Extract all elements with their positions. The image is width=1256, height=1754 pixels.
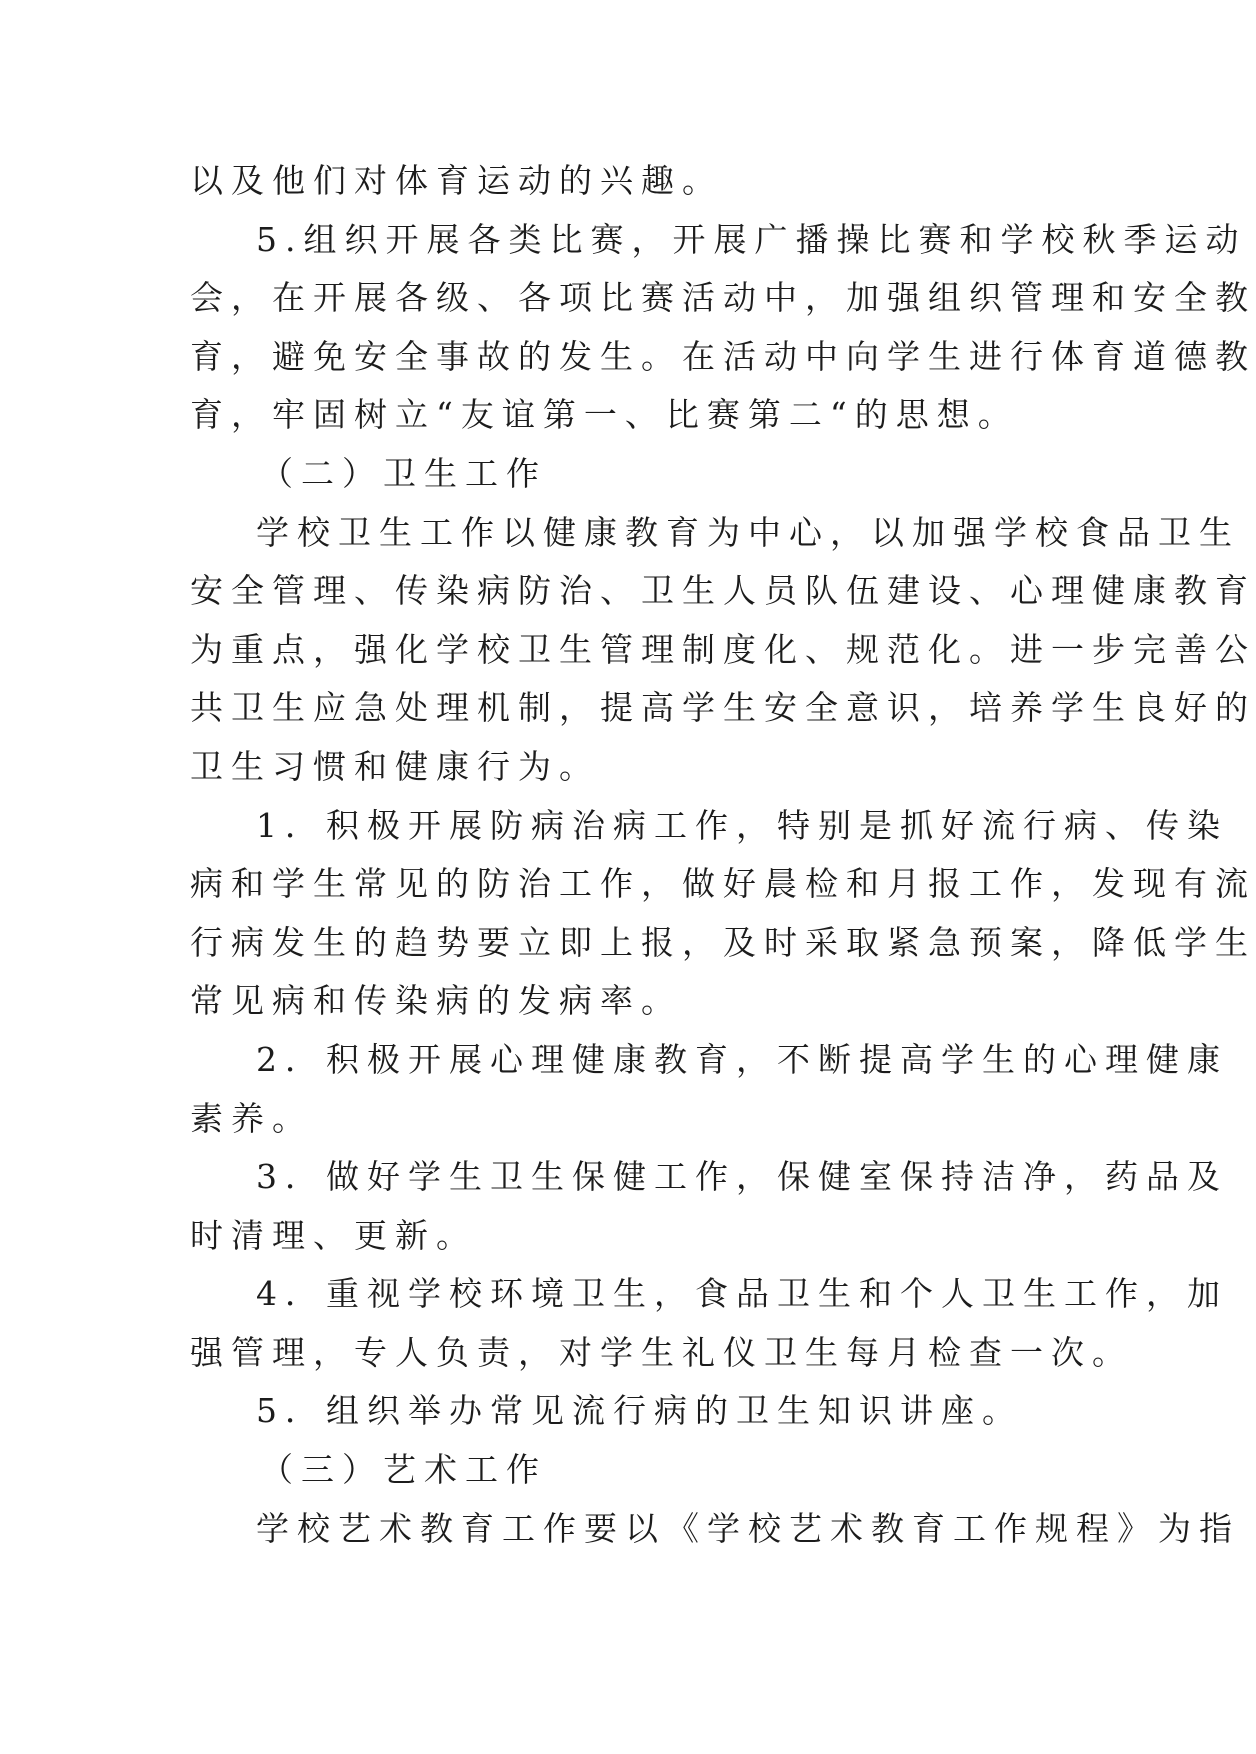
text-line: 5.组织开展各类比赛，开展广播操比赛和学校秋季运动 xyxy=(256,219,1247,259)
text-line: 时清理、更新。 xyxy=(190,1215,477,1255)
text-line: 以及他们对体育运动的兴趣。 xyxy=(190,161,723,200)
text-line: 育，避免安全事故的发生。在活动中向学生进行体育道德教 xyxy=(190,336,1256,376)
text-line: 卫生习惯和健康行为。 xyxy=(190,746,600,786)
text-line: 会，在开展各级、各项比赛活动中，加强组织管理和安全教 xyxy=(190,278,1256,318)
text-line: 安全管理、传染病防治、卫生人员队伍建设、心理健康教育 xyxy=(190,571,1256,611)
text-line: 学校卫生工作以健康教育为中心，以加强学校食品卫生 xyxy=(256,512,1240,552)
text-line: 强管理，专人负责，对学生礼仪卫生每月检查一次。 xyxy=(190,1332,1133,1372)
text-line: 为重点，强化学校卫生管理制度化、规范化。进一步完善公 xyxy=(190,629,1256,669)
text-line: 4．重视学校环境卫生，食品卫生和个人卫生工作，加 xyxy=(256,1274,1228,1314)
text-line: 学校艺术教育工作要以《学校艺术教育工作规程》为指 xyxy=(256,1508,1240,1548)
text-line: 行病发生的趋势要立即上报，及时采取紧急预案，降低学生 xyxy=(190,922,1256,962)
section-heading: （三）艺术工作 xyxy=(260,1450,547,1490)
text-line: 5．组织举办常见流行病的卫生知识讲座。 xyxy=(256,1391,1023,1431)
text-line: 常见病和传染病的发病率。 xyxy=(190,981,682,1021)
text-line: 2．积极开展心理健康教育，不断提高学生的心理健康 xyxy=(256,1039,1228,1079)
text-line: 1．积极开展防病治病工作，特别是抓好流行病、传染 xyxy=(256,805,1228,845)
section-heading: （二）卫生工作 xyxy=(260,453,547,493)
document-body xyxy=(190,152,1256,1558)
text-line: 育，牢固树立“友谊第一、比赛第二“的思想。 xyxy=(190,395,1019,435)
text-line: 3．做好学生卫生保健工作，保健室保持洁净，药品及 xyxy=(256,1157,1228,1197)
text-line: 素养。 xyxy=(190,1098,313,1138)
text-line: 病和学生常见的防治工作，做好晨检和月报工作，发现有流 xyxy=(190,864,1256,904)
text-line: 共卫生应急处理机制，提高学生安全意识，培养学生良好的 xyxy=(190,688,1256,728)
